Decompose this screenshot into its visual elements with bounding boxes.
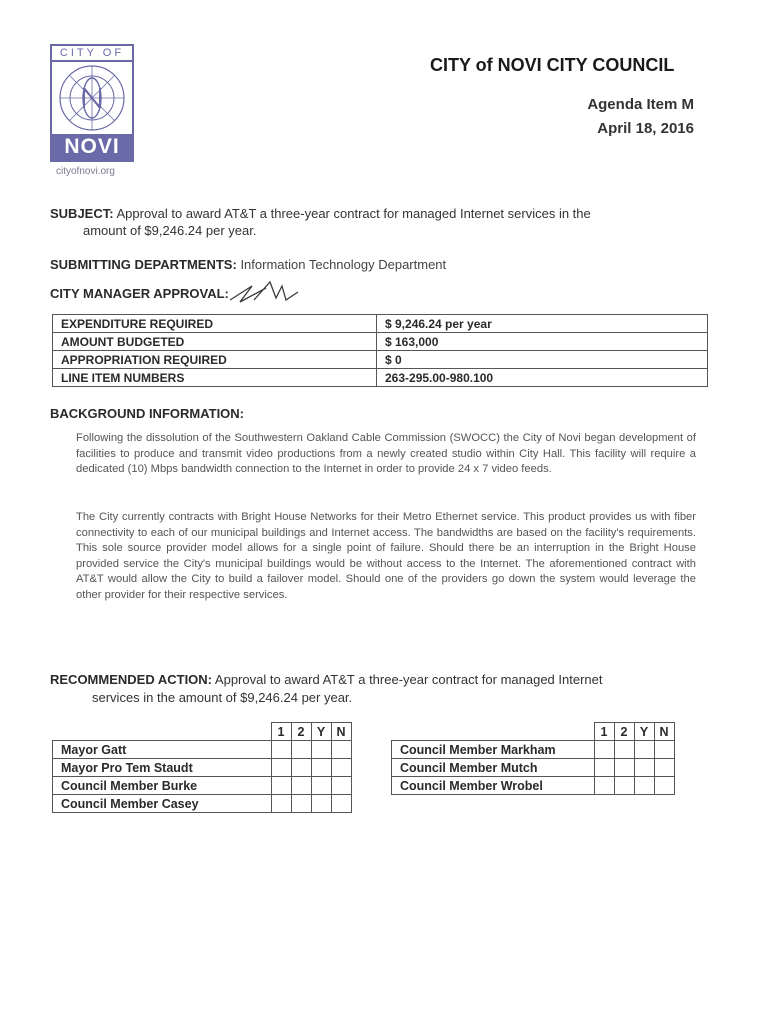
member-name: Council Member Casey: [53, 795, 272, 813]
vote-col-header: 2: [614, 723, 634, 741]
submitting-label: SUBMITTING DEPARTMENTS:: [50, 257, 237, 272]
expenditure-label: EXPENDITURE REQUIRED: [53, 315, 377, 333]
city-manager-label: CITY MANAGER APPROVAL:: [50, 286, 229, 301]
logo-bottom-text: NOVI: [52, 134, 132, 160]
background-paragraph-2: The City currently contracts with Bright House Networks for their Metro Ethernet service. This product provides us with fiber connectivity to each of our municipal buildings and Internet access. The bandwidths are based on the facility's requirements. This sole source provider model allows for a single point of failure. Should there be an interruption in the Bright House provided service the City's municipal buildings would be without access to the Internet. The aforementioned contract with AT&T would allow the City to build a failover model. Should one of the providers go down the system would leverage the other provider for their respective services.: [76, 511, 696, 601]
logo-top-text: CITY OF: [52, 46, 132, 62]
subject-text-line1: Approval to award AT&T a three-year contract for managed Internet services in the: [116, 206, 591, 221]
agenda-item: Agenda Item M: [587, 96, 694, 113]
expenditure-value: 263-295.00-980.100: [377, 369, 708, 387]
member-name: Council Member Wrobel: [392, 777, 595, 795]
table-row: [53, 351, 708, 369]
table-row: [53, 741, 352, 759]
background-heading: BACKGROUND INFORMATION:: [50, 406, 245, 421]
member-name: Council Member Burke: [53, 777, 272, 795]
expenditure-label: LINE ITEM NUMBERS: [53, 369, 377, 387]
member-name: Mayor Pro Tem Staudt: [53, 759, 272, 777]
expenditure-label: AMOUNT BUDGETED: [53, 333, 377, 351]
table-row: [392, 759, 675, 777]
subject-block: [50, 205, 700, 239]
table-row: [53, 315, 708, 333]
member-name: Council Member Markham: [392, 741, 595, 759]
page-title: CITY of NOVI CITY COUNCIL: [430, 55, 675, 75]
vote-col-header: N: [654, 723, 674, 741]
vote-table-right: [391, 722, 675, 795]
recommended-text-line1: Approval to award AT&T a three-year contract for managed Internet: [214, 672, 603, 687]
logo-url: cityofnovi.org: [56, 166, 115, 177]
vote-col-header: N: [331, 723, 351, 741]
member-name: Mayor Gatt: [53, 741, 272, 759]
subject-label: SUBJECT:: [50, 206, 114, 221]
vote-col-header: Y: [634, 723, 654, 741]
logo-emblem-icon: [52, 62, 132, 134]
table-row: [53, 795, 352, 813]
subject-text-line2: amount of $9,246.24 per year.: [83, 223, 257, 238]
table-row: [392, 777, 675, 795]
submitting-value: Information Technology Department: [240, 257, 447, 272]
vote-col-header: 2: [291, 723, 311, 741]
agenda-date: April 18, 2016: [597, 120, 694, 137]
recommended-text-line2: services in the amount of $9,246.24 per year.: [92, 690, 353, 705]
table-row: [53, 369, 708, 387]
expenditure-value: $ 0: [377, 351, 708, 369]
table-row: [392, 741, 675, 759]
vote-header-row: [392, 723, 675, 741]
table-row: [53, 333, 708, 351]
submitting-departments: [50, 257, 446, 272]
background-paragraph-1: Following the dissolution of the Southwestern Oakland Cable Commission (SWOCC) the City of Novi began development of facilities to produce and transmit video productions from a newly created studio within City Hall. This facility will require a dedicated (10) Mbps bandwidth connection to the Internet in order to provide 24 x 7 video feeds.: [76, 432, 696, 476]
expenditure-value: $ 9,246.24 per year: [377, 315, 708, 333]
recommended-label: RECOMMENDED ACTION:: [50, 672, 213, 687]
table-row: [53, 777, 352, 795]
vote-col-header: 1: [271, 723, 291, 741]
expenditure-label: APPROPRIATION REQUIRED: [53, 351, 377, 369]
vote-col-header: Y: [311, 723, 331, 741]
expenditure-table: [52, 314, 708, 387]
vote-table-left: [52, 722, 352, 813]
recommended-action: [50, 671, 700, 707]
signature-icon: [226, 278, 306, 308]
expenditure-value: $ 163,000: [377, 333, 708, 351]
vote-header-row: [53, 723, 352, 741]
vote-col-header: 1: [594, 723, 614, 741]
city-logo: [50, 44, 134, 162]
member-name: Council Member Mutch: [392, 759, 595, 777]
table-row: [53, 759, 352, 777]
city-manager-approval: [50, 286, 229, 301]
